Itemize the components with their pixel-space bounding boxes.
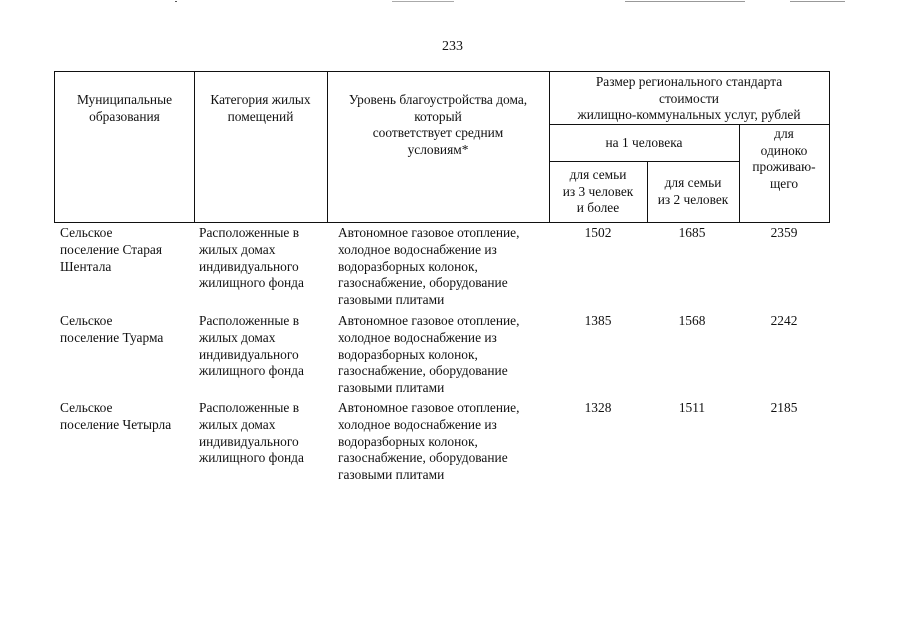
cell-line: Сельское [60, 313, 113, 328]
header-single-line: одиноко [760, 142, 808, 158]
table-header [54, 71, 830, 223]
row1-family-2: 1685 [678, 225, 706, 240]
cell-line: поселение Туарма [60, 329, 164, 345]
header-level [327, 92, 549, 158]
row1-family-3: 1502 [584, 225, 612, 240]
cell-line: индивидуального [199, 258, 299, 274]
header-category: Категория жилых помещений [210, 92, 311, 124]
cell-line: Шентала [60, 258, 112, 274]
header-family3-line: для семьи [569, 167, 627, 182]
row2-level [338, 313, 519, 397]
row1-level [338, 225, 519, 309]
header-family-2 [647, 175, 739, 208]
page-number: 233 [442, 39, 463, 54]
cell-line: водоразборных колонок, [338, 433, 478, 449]
header-standard-line: жилищно-коммунальных услуг, рублей [577, 107, 801, 122]
row2-family-2: 1568 [678, 313, 706, 328]
scan-artifact [175, 1, 177, 2]
header-family2-line: для семьи [664, 175, 722, 190]
header-single-line: для [774, 126, 794, 141]
header-single-line: проживаю- [752, 159, 816, 174]
row2-single: 2242 [770, 313, 798, 328]
cell-line: жилых домах [199, 241, 276, 257]
cell-line: холодное водоснабжение из [338, 241, 497, 257]
cell-line: Автономное газовое отопление, [338, 313, 520, 328]
scan-artifact [790, 1, 845, 2]
cell-line: Расположенные в [199, 400, 300, 415]
cell-line: Сельское [60, 400, 113, 415]
cell-line: жилых домах [199, 329, 276, 345]
cell-line: индивидуального [199, 346, 299, 362]
scan-artifact [392, 1, 454, 2]
cell-line: газовыми плитами [338, 292, 445, 308]
header-per-person: на 1 человека [605, 135, 683, 150]
cell-line: газоснабжение, оборудование [338, 363, 508, 379]
cell-line: водоразборных колонок, [338, 346, 478, 362]
cell-line: поселение Четырла [60, 416, 172, 432]
cell-line: индивидуального [199, 433, 299, 449]
header-level-line: который [414, 108, 462, 124]
cell-line: жилых домах [199, 416, 276, 432]
row2-family-3: 1385 [584, 313, 612, 328]
header-standard-size [549, 74, 829, 124]
cell-line: жилищного фонда [199, 363, 304, 379]
header-level-line: соответствует средним [372, 125, 504, 140]
cell-line: поселение Старая [60, 241, 163, 257]
header-single-line: щего [769, 175, 799, 191]
row1-municipality [60, 225, 162, 275]
header-level-line: условиям* [407, 141, 469, 157]
header-family2-line: из 2 человек [657, 191, 729, 207]
row3-family-3: 1328 [584, 400, 612, 415]
row3-municipality [60, 400, 171, 434]
cell-line: газовыми плитами [338, 467, 445, 483]
row-divider [549, 161, 739, 162]
cell-line: Автономное газовое отопление, [338, 225, 520, 240]
row-divider [549, 124, 829, 125]
cell-line: газоснабжение, оборудование [338, 275, 508, 291]
header-family-3 [549, 167, 647, 217]
row2-municipality [60, 313, 163, 347]
header-single [739, 126, 829, 192]
header-level-line: Уровень благоустройства дома, [348, 92, 528, 107]
cell-line: холодное водоснабжение из [338, 416, 497, 432]
header-municipality: Муниципальные образования [76, 92, 173, 124]
header-family3-line: из 3 человек [562, 183, 634, 199]
row1-single: 2359 [770, 225, 798, 240]
row3-family-2: 1511 [678, 400, 706, 415]
row3-level [338, 400, 519, 484]
row1-category [199, 225, 304, 292]
row2-category [199, 313, 304, 380]
cell-line: Расположенные в [199, 313, 300, 328]
row3-category [199, 400, 304, 467]
row3-single: 2185 [770, 400, 798, 415]
cell-line: Автономное газовое отопление, [338, 400, 520, 415]
cell-line: жилищного фонда [199, 275, 304, 291]
header-family3-line: и более [576, 200, 620, 215]
cell-line: жилищного фонда [199, 450, 304, 466]
cell-line: газоснабжение, оборудование [338, 450, 508, 466]
scan-artifact [625, 1, 745, 2]
cell-line: холодное водоснабжение из [338, 329, 497, 345]
header-standard-line: стоимости [659, 90, 719, 106]
cell-line: Сельское [60, 225, 113, 240]
cell-line: газовыми плитами [338, 380, 445, 396]
cell-line: водоразборных колонок, [338, 258, 478, 274]
cell-line: Расположенные в [199, 225, 300, 240]
header-standard-line: Размер регионального стандарта [595, 74, 783, 89]
